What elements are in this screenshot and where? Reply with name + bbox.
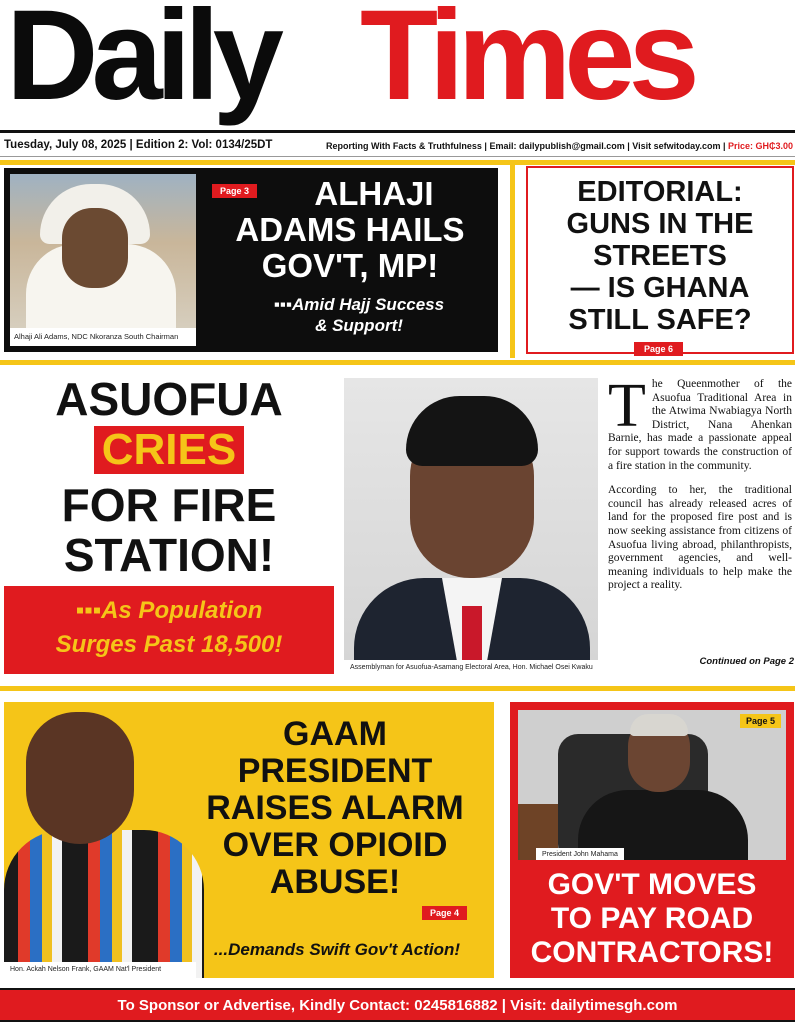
tagline-text: Reporting With Facts & Truthfulness | Email: dailypublish@gmail.com | Visit sefwitoday.com | [326, 141, 728, 151]
editorial-box[interactable] [526, 166, 794, 354]
headline-line: TO PAY ROAD [550, 902, 754, 935]
headline-line: ADAMS HAILS [235, 211, 465, 248]
photo-caption: Assemblyman for Asuofua-Asamang Electoral Area, Hon. Michael Osei Kwaku [344, 660, 598, 676]
footer-contact-text[interactable]: To Sponsor or Advertise, Kindly Contact: 0245816882 | Visit: dailytimesgh.com [117, 997, 678, 1014]
story-headline [510, 868, 794, 970]
headline-line: FOR FIRE [61, 479, 277, 531]
headline-line: PRESIDENT [237, 752, 433, 790]
story-subhead [224, 294, 494, 336]
column-divider [510, 165, 515, 358]
subhead-line: ▪▪▪As Population [75, 597, 263, 624]
article-paragraph [608, 372, 792, 473]
section-divider [0, 686, 795, 691]
headline-highlight: CRIES [94, 426, 244, 474]
paragraph-text: he Queenmother of the Asuofua Traditional Area in the Atwima Nwabiagya North District, Nana Ahenkan Barnie, has made a passionate appeal for support towards the construction of a fire station in the community. [608, 378, 792, 472]
headline-line: ABUSE! [269, 863, 401, 901]
story-govt-road-contractors[interactable] [510, 702, 794, 978]
photo-caption: Hon. Ackah Nelson Frank, GAAM Nat'l President [4, 962, 196, 978]
masthead-title-times: Times [360, 0, 693, 127]
advertising-footer [0, 988, 795, 1022]
masthead-rule [0, 130, 795, 133]
page-badge: Page 5 [740, 714, 781, 728]
headline-line: GOV'T MOVES [547, 868, 757, 901]
headline-line: ASUOFUA [55, 373, 283, 425]
headline-line: — IS GHANA [570, 272, 750, 304]
headline-line: STATION! [63, 529, 275, 581]
editorial-headline [528, 176, 792, 336]
alhaji-adams-photo [10, 174, 196, 346]
headline-line: STILL SAFE? [568, 304, 752, 336]
headline-line: OVER OPIOID [222, 826, 448, 864]
issue-date-line: Tuesday, July 08, 2025 | Edition 2: Vol: 0134/25DT [4, 139, 273, 151]
headline-line: GOV'T, MP! [261, 247, 439, 284]
section-divider [0, 360, 795, 365]
lead-article-body [608, 372, 792, 604]
page-badge: Page 3 [212, 184, 257, 198]
section-divider [0, 160, 795, 165]
masthead-title-daily: Daily [6, 0, 277, 127]
headline-line: EDITORIAL: [577, 176, 743, 208]
assemblyman-photo [344, 378, 598, 676]
shirt-shape [4, 830, 204, 978]
subhead-line: ▪▪▪Amid Hajj Success [273, 295, 445, 314]
headline-line: GUNS IN THE [566, 208, 754, 240]
drop-cap: T [608, 372, 646, 440]
headline-line: ALHAJI [314, 175, 434, 212]
masthead [0, 0, 795, 132]
face-shape [26, 712, 134, 844]
info-bar [0, 135, 795, 157]
page-badge: Page 4 [422, 906, 467, 920]
headline-line: RAISES ALARM [206, 789, 464, 827]
gaam-president-photo [4, 702, 196, 978]
info-rule [0, 156, 795, 157]
subhead-line: & Support! [315, 316, 403, 335]
page-badge: Page 6 [634, 342, 683, 356]
continued-link[interactable]: Continued on Page 2 [699, 656, 794, 667]
lead-headline[interactable] [0, 374, 338, 580]
face-shape [62, 208, 128, 288]
lead-subhead [4, 586, 334, 674]
subhead-line: Surges Past 18,500! [55, 631, 283, 658]
headline-line: STREETS [593, 240, 727, 272]
photo-caption: President John Mahama [536, 848, 624, 860]
hair-shape [406, 396, 538, 466]
article-paragraph: According to her, the traditional council has already released acres of land for the proposed fire post and is now seeking assistance from citizens of Asuofua living abroad, philanthropists, government agencies, and well-meaning individuals to help make the project a reality. [608, 484, 792, 592]
price-label: Price: GH₵3.00 [727, 141, 794, 151]
hair-shape [630, 714, 688, 736]
photo-caption: Alhaji Ali Adams, NDC Nkoranza South Chairman [10, 328, 196, 346]
president-photo [518, 710, 786, 860]
story-headline [180, 716, 490, 901]
headline-line: GAAM [283, 715, 387, 753]
story-subhead: ...Demands Swift Gov't Action! [213, 940, 461, 959]
story-alhaji-adams[interactable] [4, 168, 498, 352]
story-gaam-president[interactable] [4, 702, 494, 978]
tagline [326, 141, 793, 151]
headline-line: CONTRACTORS! [530, 936, 774, 969]
